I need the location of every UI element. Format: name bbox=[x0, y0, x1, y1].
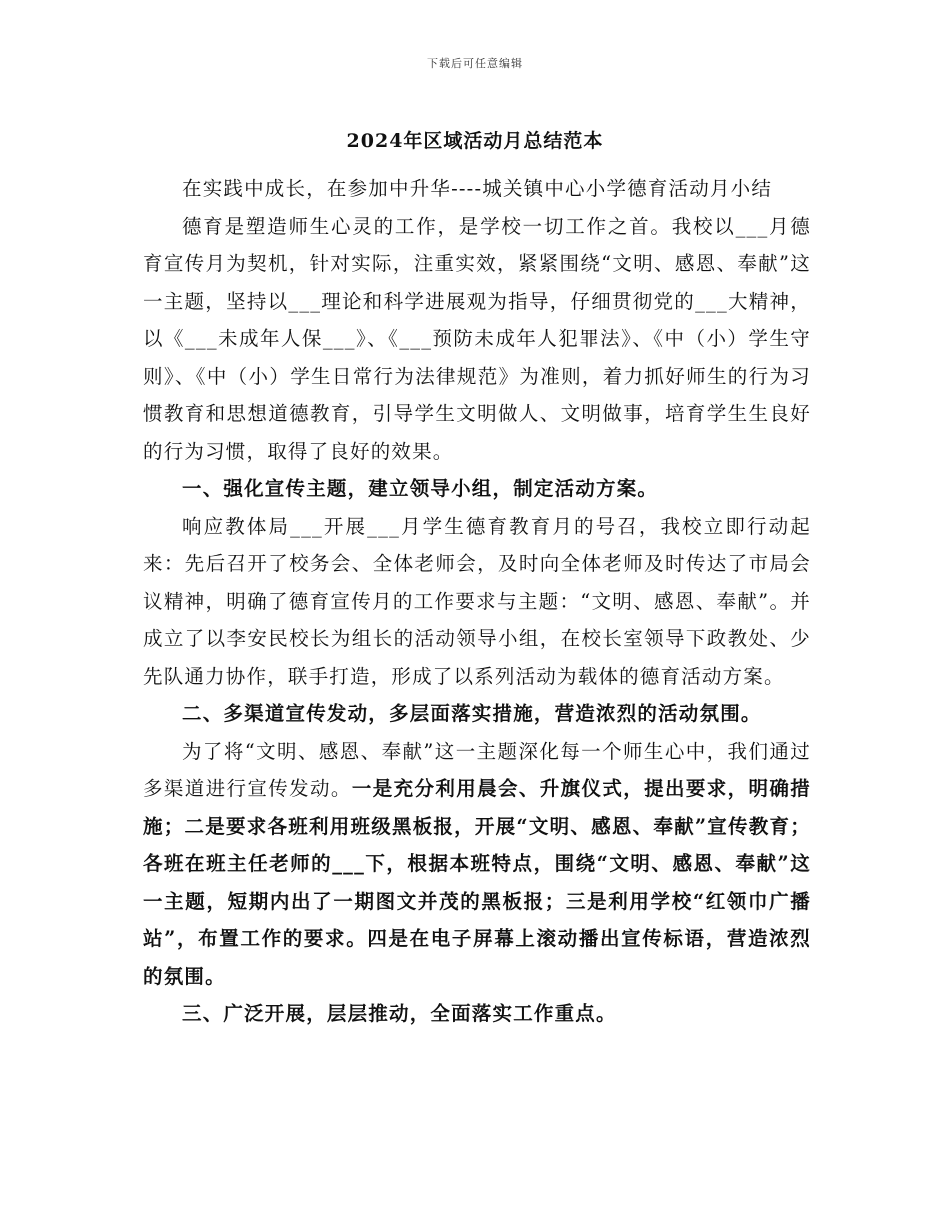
document-body bbox=[143, 170, 811, 1033]
section-2-bold-text: 一是充分利用晨会、升旗仪式，提出要求，明确措施；二是要求各班利用班级黑板报，开展“文明、感恩、奉献”宣传教育；各班在班主任老师的___下，根据本班特点，围绕“文明、感恩、奉献”这一主题，短期内出了一期图文并茂的黑板报；三是利用学校“红领巾广播站”，布置工作的要求。四是在电子屏幕上滚动播出宣传标语，营造浓烈的氛围。 bbox=[143, 777, 811, 988]
intro-paragraph: 德育是塑造师生心灵的工作，是学校一切工作之首。我校以___月德育宣传月为契机，针对实际，注重实效，紧紧围绕“文明、感恩、奉献”这一主题，坚持以___理论和科学进展观为指导，仔细贯彻党的___大精神，以《___未成年人保___》、《___预防未成年人犯罪法》、《中（小）学生守则》、《中（小）学生日常行为法律规范》为准则，着力抓好师生的行为习惯教育和思想道德教育，引导学生文明做人、文明做事，培育学生生良好的行为习惯，取得了良好的效果。 bbox=[143, 214, 811, 463]
section-2-paragraph bbox=[143, 733, 811, 996]
header-note: 下载后可任意编辑 bbox=[427, 57, 523, 70]
section-2-plain-text: 为了将“文明、感恩、奉献”这一主题深化每一个师生心中，我们通过多渠道进行宣传发动。 bbox=[143, 739, 811, 800]
section-2-heading: 二、多渠道宣传发动，多层面落实措施，营造浓烈的活动氛围。 bbox=[182, 702, 762, 725]
section-1-heading: 一、强化宣传主题，建立领导小组，制定活动方案。 bbox=[182, 477, 659, 500]
document-title: 2024年区域活动月总结范本 bbox=[346, 130, 604, 152]
document-subtitle: 在实践中成长，在参加中升华----城关镇中心小学德育活动月小结 bbox=[182, 177, 773, 200]
section-3-heading: 三、广泛开展，层层推动，全面落实工作重点。 bbox=[182, 1002, 617, 1025]
section-1-paragraph: 响应教体局___开展___月学生德育教育月的号召，我校立即行动起来：先后召开了校务会、全体老师会，及时向全体老师及时传达了市局会议精神，明确了德育宣传月的工作要求与主题：“文明、感恩、奉献”。并成立了以李安民校长为组长的活动领导小组，在校长室领导下政教处、少先队通力协作，联手打造，形成了以系列活动为载体的德育活动方案。 bbox=[143, 514, 811, 688]
